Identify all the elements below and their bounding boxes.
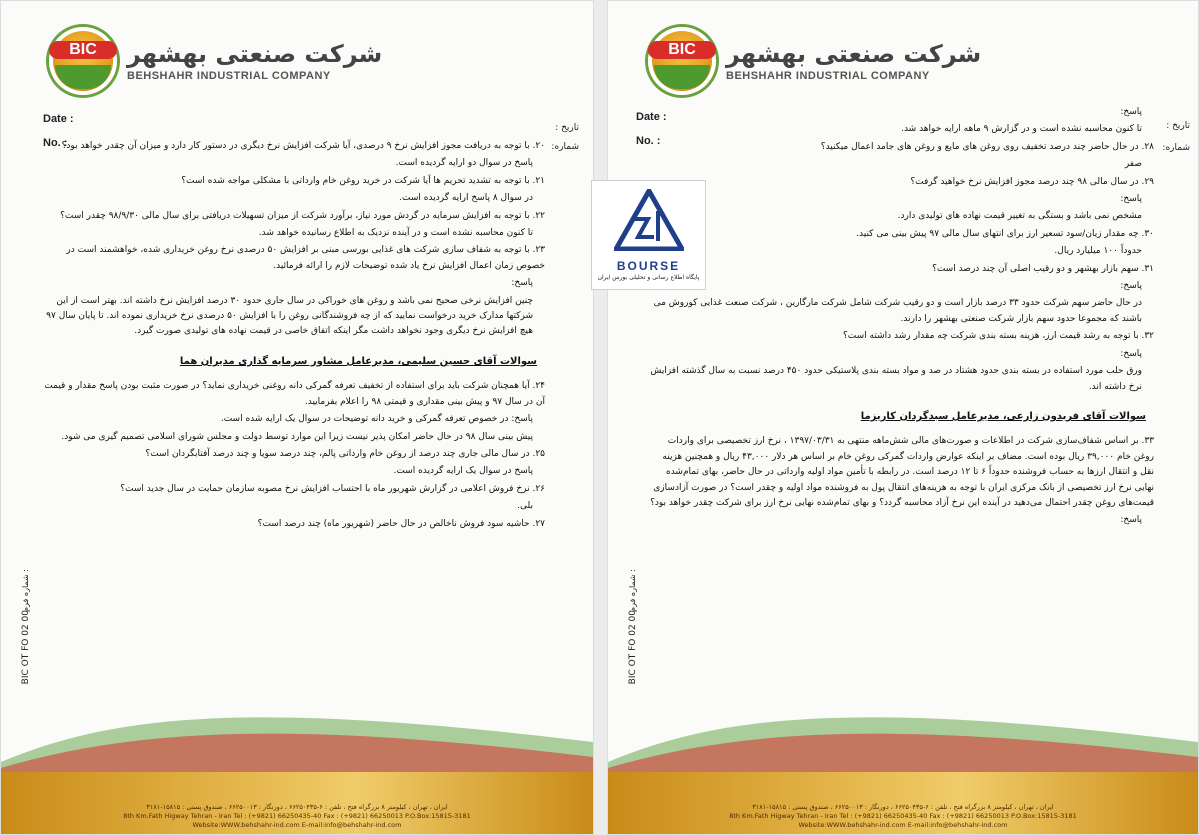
question-item: ۲۵. در سال مالی جاری چند درصد از روغن خام وارداتی پالم، چند درصد سویا و چند درصد آفتابگردان است؟ (145, 448, 545, 459)
question-item: ۲۴. آیا همچنان شرکت باید برای استفاده از تخفیف تعرفه گمرکی دانه روغنی خریداری نماید؟ در صورت مثبت بودن پاسخ مقدار و قیمت آن در سال ۹۷ و پیش بینی مقداری و قیمتی ۹۸ را اعلام بفرمایید. (44, 381, 545, 407)
question-item: ۲۸. در حال حاضر چند درصد تخفیف روی روغن های مایع و روغن های جامد اعمال میکنید؟ (820, 141, 1154, 152)
question-item: ۲۱. با توجه به تشدید تحریم ها آیا شرکت در خرید روغن خام وارداتی با مشکلی مواجه شده است؟ (181, 175, 545, 186)
answer-text: در حال حاضر سهم شرکت حدود ۳۳ درصد بازار است و دو رقیب شرکت شامل شرکت مارگارین ، شرکت صنعت غذایی کوروش می باشند که مجموعا حدود سهم بازار شرکت صنعتی بهشهر را دارند. (653, 298, 1142, 324)
company-name-en: BEHSHAHR INDUSTRIAL COMPANY (726, 70, 930, 82)
answer-text: پاسخ در سوال دو ارایه گردیده است. (395, 158, 533, 169)
question-item: ۲۲. با توجه به افزایش سرمایه در گردش مورد نیاز، برآورد شرکت از میزان تسهیلات دریافتی برای سال مالی ۹۸/۹/۳۰ چقدر است؟ (60, 210, 545, 221)
footer-swoosh (1, 702, 593, 772)
footer-line-3: Website:WWW.behshahr-ind.com E-mail:info@behshahr-ind.com (798, 821, 1008, 829)
bourse-watermark (591, 180, 706, 290)
footer-line-3: Website:WWW.behshahr-ind.com E-mail:info@behshahr-ind.com (192, 821, 402, 829)
question-item: ۲۹. در سال مالی ۹۸ چند درصد مجوز افزایش نرخ خواهید گرفت؟ (910, 176, 1154, 187)
question-item: ۳۱. سهم بازار بهشهر و دو رقیب اصلی آن چند درصد است؟ (932, 263, 1154, 274)
form-code: BIC OT FO 02 00 (21, 609, 31, 684)
answer-text: پاسخ: (1120, 348, 1142, 359)
number-label: No. : (636, 135, 661, 147)
page-body (41, 139, 547, 534)
question-item: ۲۶. نرخ فروش اعلامی در گزارش شهریور ماه با احتساب افزایش نرخ مصوبه سازمان حمایت در سال جدید است؟ (120, 483, 545, 494)
page-body (648, 105, 1156, 531)
document-page-right (607, 0, 1199, 835)
footer-line-2: 8th Km.Fath Higway Tehran - Iran Tel : (+9821) 66250435-40 Fax : (+9821) 66250013 P.O.Box:15815-3181 (123, 812, 471, 820)
question-item: ۲۰. با توجه به دریافت مجوز افزایش نرخ ۹ درصدی، آیا شرکت افزایش نرخ دیگری در دستور کار دارد و میزان آن چقدر خواهد بود؟ (61, 141, 545, 151)
section-title: سوالات آقای حسین سلیمی، مدیرعامل مشاور سرمایه گذاری مدیران هما (179, 355, 537, 367)
company-logo (648, 27, 981, 95)
bourse-subtitle: پایگاه اطلاع رسانی و تحلیلی بورس ایران (597, 274, 700, 281)
page-footer (1, 772, 593, 834)
answer-text: ورق حلب مورد استفاده در بسته بندی حدود هشتاد در صد و مواد بسته بندی پلاستیکی حدود ۴۵۰ درصد نسبت به سال گذشته افزایش نرخ داشته اند. (650, 366, 1142, 392)
bic-logo-icon: BIC (49, 27, 117, 95)
answer-text: پاسخ: (1120, 281, 1142, 292)
form-code: BIC OT FO 02 00 (628, 609, 638, 684)
document-page-left (0, 0, 594, 835)
bourse-word: BOURSE (616, 259, 681, 273)
question-item: ۲۳. با توجه به شفاف سازی شرکت های غذایی بورسی مبنی بر افزایش ۵۰ درصدی نرخ روغن خریداری شده، خواهشمند است در خصوص زمان اعمال افزایش نرخ یاد شده توضیحات لازم را ارائه فرمائید. (66, 245, 545, 271)
tarikh-label: تاریخ : (1166, 121, 1190, 131)
company-logo (49, 27, 382, 95)
answer-text: پاسخ: (1120, 515, 1142, 526)
shomare-label: شماره: (1162, 143, 1190, 153)
date-label: Date : (43, 113, 74, 125)
answer-text: در سوال ۸ پاسخ ارایه گردیده است. (399, 193, 533, 204)
form-number-label: شماره فرم : (628, 569, 637, 612)
page-gutter (594, 0, 607, 835)
form-number-label: شماره فرم : (21, 569, 30, 612)
answer-text: پاسخ: (1120, 194, 1142, 205)
question-item: ۳۳. بر اساس شفاف‌سازی شرکت در اطلاعات و صورت‌های مالی شش‌ماهه منتهی به ۱۳۹۷/۰۳/۳۱ ، نرخ ارز تخصیصی برای واردات روغن خام ۳۹,۰۰۰ ریال بوده است. مضاف بر اینکه عوارض واردات گمرکی روغن خام بر اساس هر دلار ۴۳,۰۰۰ ریال و همچنین هزینه نقل و انتقال ارزها به حساب فروشنده حدوداً ۶ تا ۱۲ درصد است. در رابطه با تأمین مواد اولیه وارداتی در حال حاضر، بهای تمام‌شده نهایی نرخ ارز تخصیصی از بانک مرکزی ایران با توجه به هزینه‌های انتقال پول به فروشنده مواد اولیه و چقدر است؟ در صورت آزادسازی قیمت‌های روغن چقدر احتمال می‌دهید در آینده این نرخ آزاد محاسبه گردد؟ و بهای تمام‌شده نهایی نرخ ارز برای شرکت چقدر خواهد بود؟ (650, 436, 1154, 508)
company-name-en: BEHSHAHR INDUSTRIAL COMPANY (127, 70, 331, 82)
footer-line-1: ایران ، تهران ، کیلومتر ۸ بزرگراه فتح ، تلفن : ۶-۶۶۲۵۰۴۳۵ ، دورنگار : ۶۶۲۵۰۰۱۳ ، صندوق پستی : ۱۵۸۱۵-۳۱۸۱ (146, 803, 448, 811)
bic-logo-icon: BIC (648, 27, 716, 95)
section-title: سوالات آقای فریدون زارعی، مدیرعامل سبدگردان کاریزما (860, 410, 1146, 422)
answer-text: مشخص نمی باشد و بستگی به تغییر قیمت نهاده های تولیدی دارد. (897, 211, 1142, 222)
answer-text: چنین افزایش نرخی صحیح نمی باشد و روغن های خوراکی در سال جاری حدود ۳۰ درصد افزایش نرخ داشته اند. بهتر است از این شرکتها مدارک خرید درخواست نمایید که از چه فروشندگانی روغن را با افزایش ۵۰ درصدی نرخ خریداری نموده اند. تا پایان سال ۹۷ هیچ افزایش نرخ دیگری وجود نخواهد داشت مگر اینکه اتفاق خاصی در قیمت نهاده های تولیدی صورت گیرد. (46, 295, 533, 337)
bourse-logo-icon (614, 189, 684, 251)
shomare-label: شماره: (551, 142, 579, 152)
tarikh-label: تاریخ : (555, 123, 579, 133)
footer-swoosh (608, 702, 1198, 772)
answer-text: بلی. (517, 501, 533, 512)
answer-text: پاسخ در سوال یک ارایه گردیده است. (393, 466, 533, 477)
number-label: No. : (43, 137, 68, 149)
answer-text: پاسخ: در خصوص تعرفه گمرکی و خرید دانه توضیحات در سوال یک ارایه شده است. (220, 414, 533, 425)
date-label: Date : (636, 111, 667, 123)
answer-text: تا کنون محاسبه نشده است و در آینده نزدیک به اطلاع رسانیده خواهد شد. (258, 228, 533, 239)
answer-text: پاسخ: (511, 278, 533, 289)
question-item: ۳۲. با توجه به رشد قیمت ارز، هزینه بسته بندی شرکت چه مقدار رشد داشته است؟ (843, 331, 1154, 342)
footer-line-2: 8th Km.Fath Higway Tehran - Iran Tel : (+9821) 66250435-40 Fax : (+9821) 66250013 P.O.Box:15815-3181 (729, 812, 1077, 820)
answer-text: پاسخ: (1120, 107, 1142, 117)
question-item: ۳۰. چه مقدار زیان/سود تسعیر ارز برای انتهای سال مالی ۹۷ پیش بینی می کنید. (856, 228, 1154, 239)
answer-text: تا کنون محاسبه نشده است و در گزارش ۹ ماهه ارایه خواهد شد. (901, 124, 1142, 135)
question-item: ۲۷. حاشیه سود فروش ناخالص در حال حاضر (شهریور ماه) چند درصد است؟ (257, 518, 545, 529)
answer-text: پیش بینی سال ۹۸ در حال حاضر امکان پذیر نیست زیرا این موارد توسط دولت و مجلس شورای اسلامی تصمیم گیری می شود. (61, 431, 533, 442)
company-name-fa: شرکت صنعتی بهشهر (127, 40, 383, 68)
page-footer (608, 772, 1198, 834)
answer-text: حدوداً ۱۰۰ میلیارد ریال. (1054, 246, 1142, 257)
company-name-fa: شرکت صنعتی بهشهر (726, 40, 982, 68)
footer-line-1: ایران ، تهران ، کیلومتر ۸ بزرگراه فتح ، تلفن : ۶-۶۶۲۵۰۴۳۵ ، دورنگار : ۶۶۲۵۰۰۱۳ ، صندوق پستی : ۱۵۸۱۵-۳۱۸۱ (752, 803, 1054, 811)
answer-text: صفر (1124, 159, 1142, 170)
